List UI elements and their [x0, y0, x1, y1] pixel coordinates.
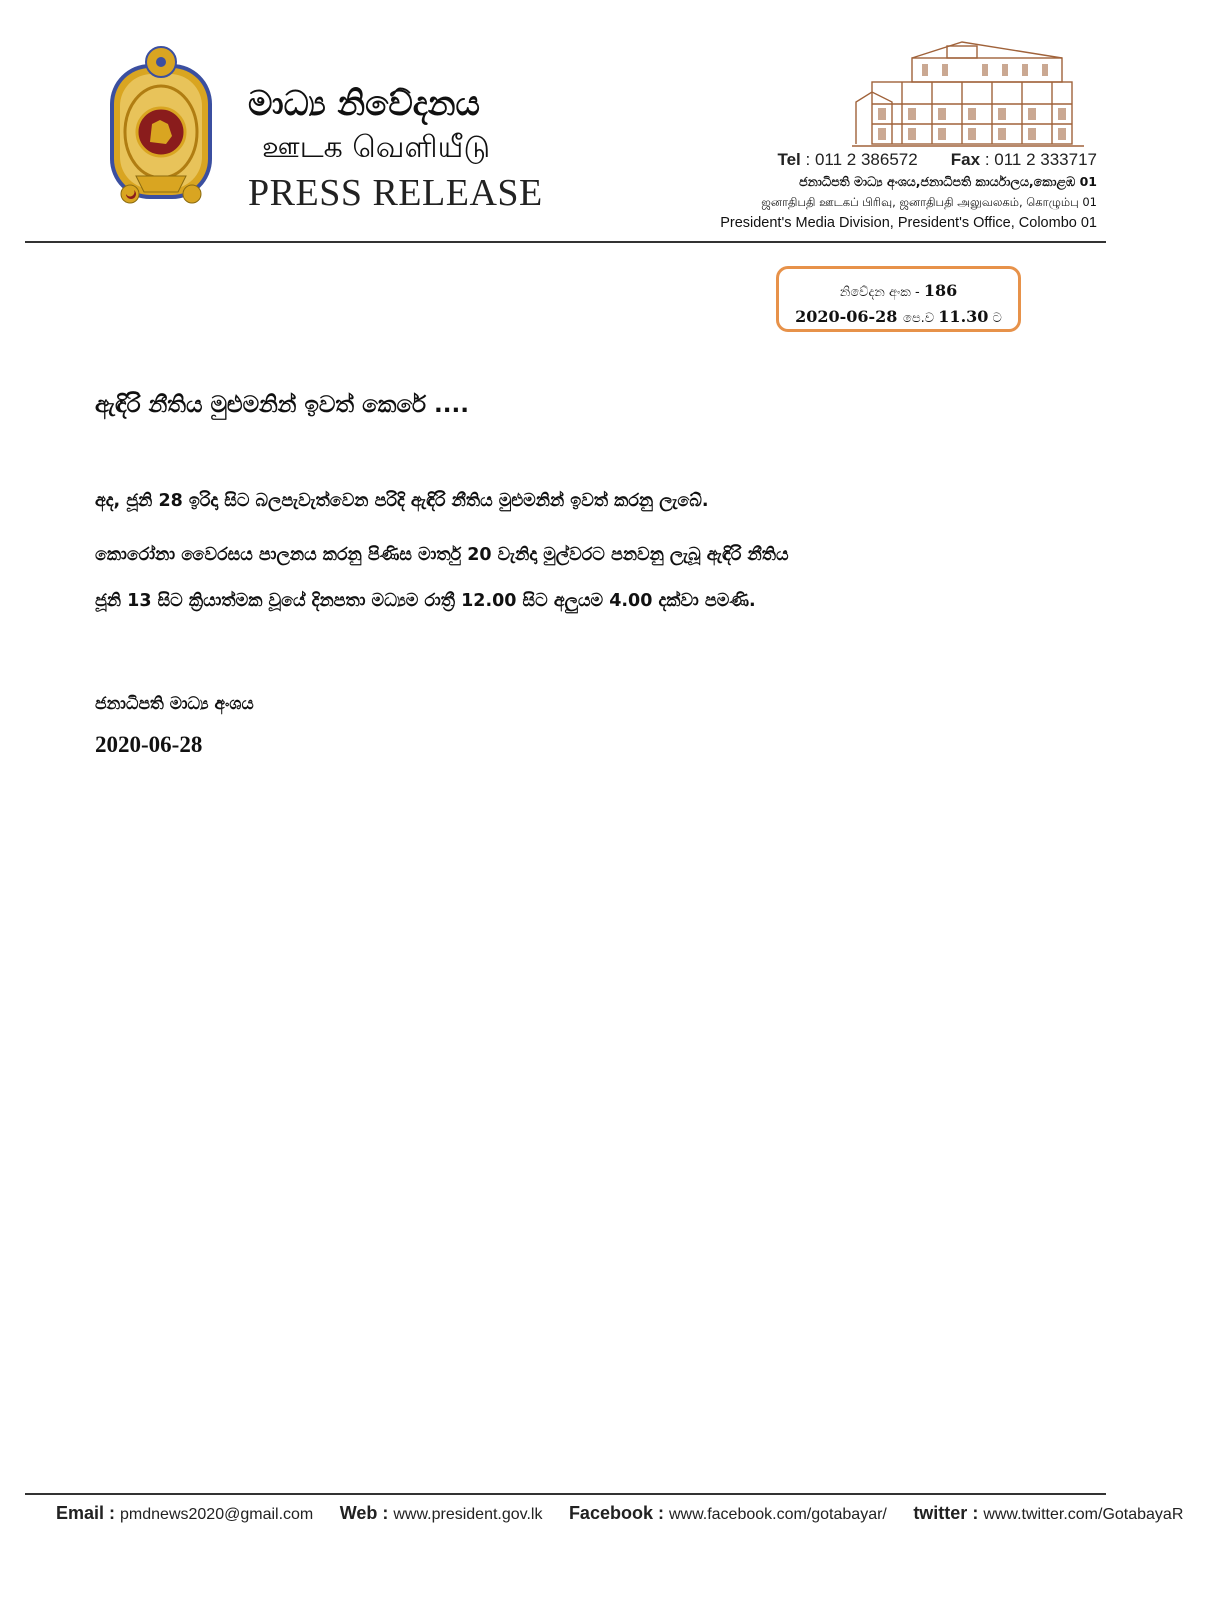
release-number-label: නිවේදන අංක -	[839, 285, 924, 300]
web-link[interactable]: www.president.gov.lk	[393, 1506, 543, 1523]
presidents-house-illustration	[852, 38, 1084, 150]
release-date: 2020-06-28	[795, 307, 904, 326]
press-release-content	[95, 392, 1075, 758]
contact-block	[697, 150, 1097, 231]
fax-label: Fax	[950, 150, 981, 169]
body-paragraph-2	[95, 532, 1075, 624]
address-english: President's Media Division, President's Office, Colombo 01	[720, 215, 1097, 231]
address-sinhala: ජනාධිපති මාධ්‍ය අංශය,ජනාධිපති කාර්යාලය,කොළඹ 01	[799, 174, 1097, 189]
signature-date: 2020-06-28	[95, 732, 203, 757]
sri-lanka-emblem-logo	[108, 44, 214, 219]
fax-value: : 011 2 333717	[984, 150, 1097, 169]
release-reference-box	[776, 266, 1021, 332]
phone-fax-line	[697, 150, 1097, 170]
footer-divider	[25, 1493, 1106, 1495]
release-datetime-line	[779, 305, 1018, 331]
release-time-prefix: පෙ.ව	[903, 311, 939, 326]
release-time: 11.30	[938, 307, 989, 326]
signature-division: ජනාධිපති මාධ්‍ය අංශය	[95, 694, 254, 714]
footer-email: Email : pmdnews2020@gmail.com	[56, 1503, 314, 1523]
facebook-label: Facebook	[568, 1503, 653, 1523]
email-label: Email	[56, 1503, 105, 1523]
web-label: Web	[339, 1503, 378, 1523]
twitter-label: twitter	[913, 1503, 968, 1523]
body-paragraph-1: අද, ජූනි 28 ඉරිදා සිට බලපැවැත්වෙන පරිදි ඇඳිරි නීතිය මුළුමනින් ඉවත් කරනු ලැබේ.	[95, 491, 709, 511]
release-headline: ඇඳිරි නීතිය මුළුමනින් ඉවත් කෙරේ ....	[95, 392, 469, 418]
body-paragraph-2-line-2: ජූනි 13 සිට ක්‍රියාත්මක වූයේ දිනපතා මධ්‍යම රාත්‍රී 12.00 සිට අලුයම 4.00 දක්වා පමණි.	[95, 591, 756, 611]
header-divider	[25, 241, 1106, 243]
footer-facebook: Facebook : www.facebook.com/gotabayar/	[568, 1503, 887, 1523]
tel-value: : 011 2 386572	[805, 150, 918, 169]
facebook-link[interactable]: www.facebook.com/gotabayar/	[668, 1506, 887, 1523]
title-tamil: ஊடக வெளியீடு	[262, 130, 491, 165]
release-time-suffix: ට	[988, 311, 1002, 326]
twitter-link[interactable]: www.twitter.com/GotabayaR	[983, 1506, 1184, 1523]
release-number: 186	[923, 281, 958, 300]
header-titles	[248, 82, 543, 216]
title-english: PRESS RELEASE	[248, 172, 543, 214]
address-tamil: ஜனாதிபதி ஊடகப் பிரிவு, ஜனாதிபதி அலுவலகம், கொழும்பு 01	[761, 195, 1097, 209]
release-number-line	[779, 279, 1018, 305]
email-link[interactable]: pmdnews2020@gmail.com	[120, 1506, 314, 1523]
body-paragraph-2-line-1: කොරෝනා වෛරසය පාලනය කරනු පිණිස මාර්තු 20 වැනිදා මුල්වරට පනවනු ලැබූ ඇඳිරි නීතිය	[95, 545, 789, 565]
title-sinhala: මාධ්‍ය නිවේදනය	[248, 84, 480, 124]
tel-label: Tel	[777, 150, 801, 169]
footer-contacts	[56, 1503, 1184, 1524]
footer-web: Web : www.president.gov.lk	[339, 1503, 543, 1523]
footer-twitter: twitter : www.twitter.com/GotabayaR	[913, 1503, 1184, 1523]
